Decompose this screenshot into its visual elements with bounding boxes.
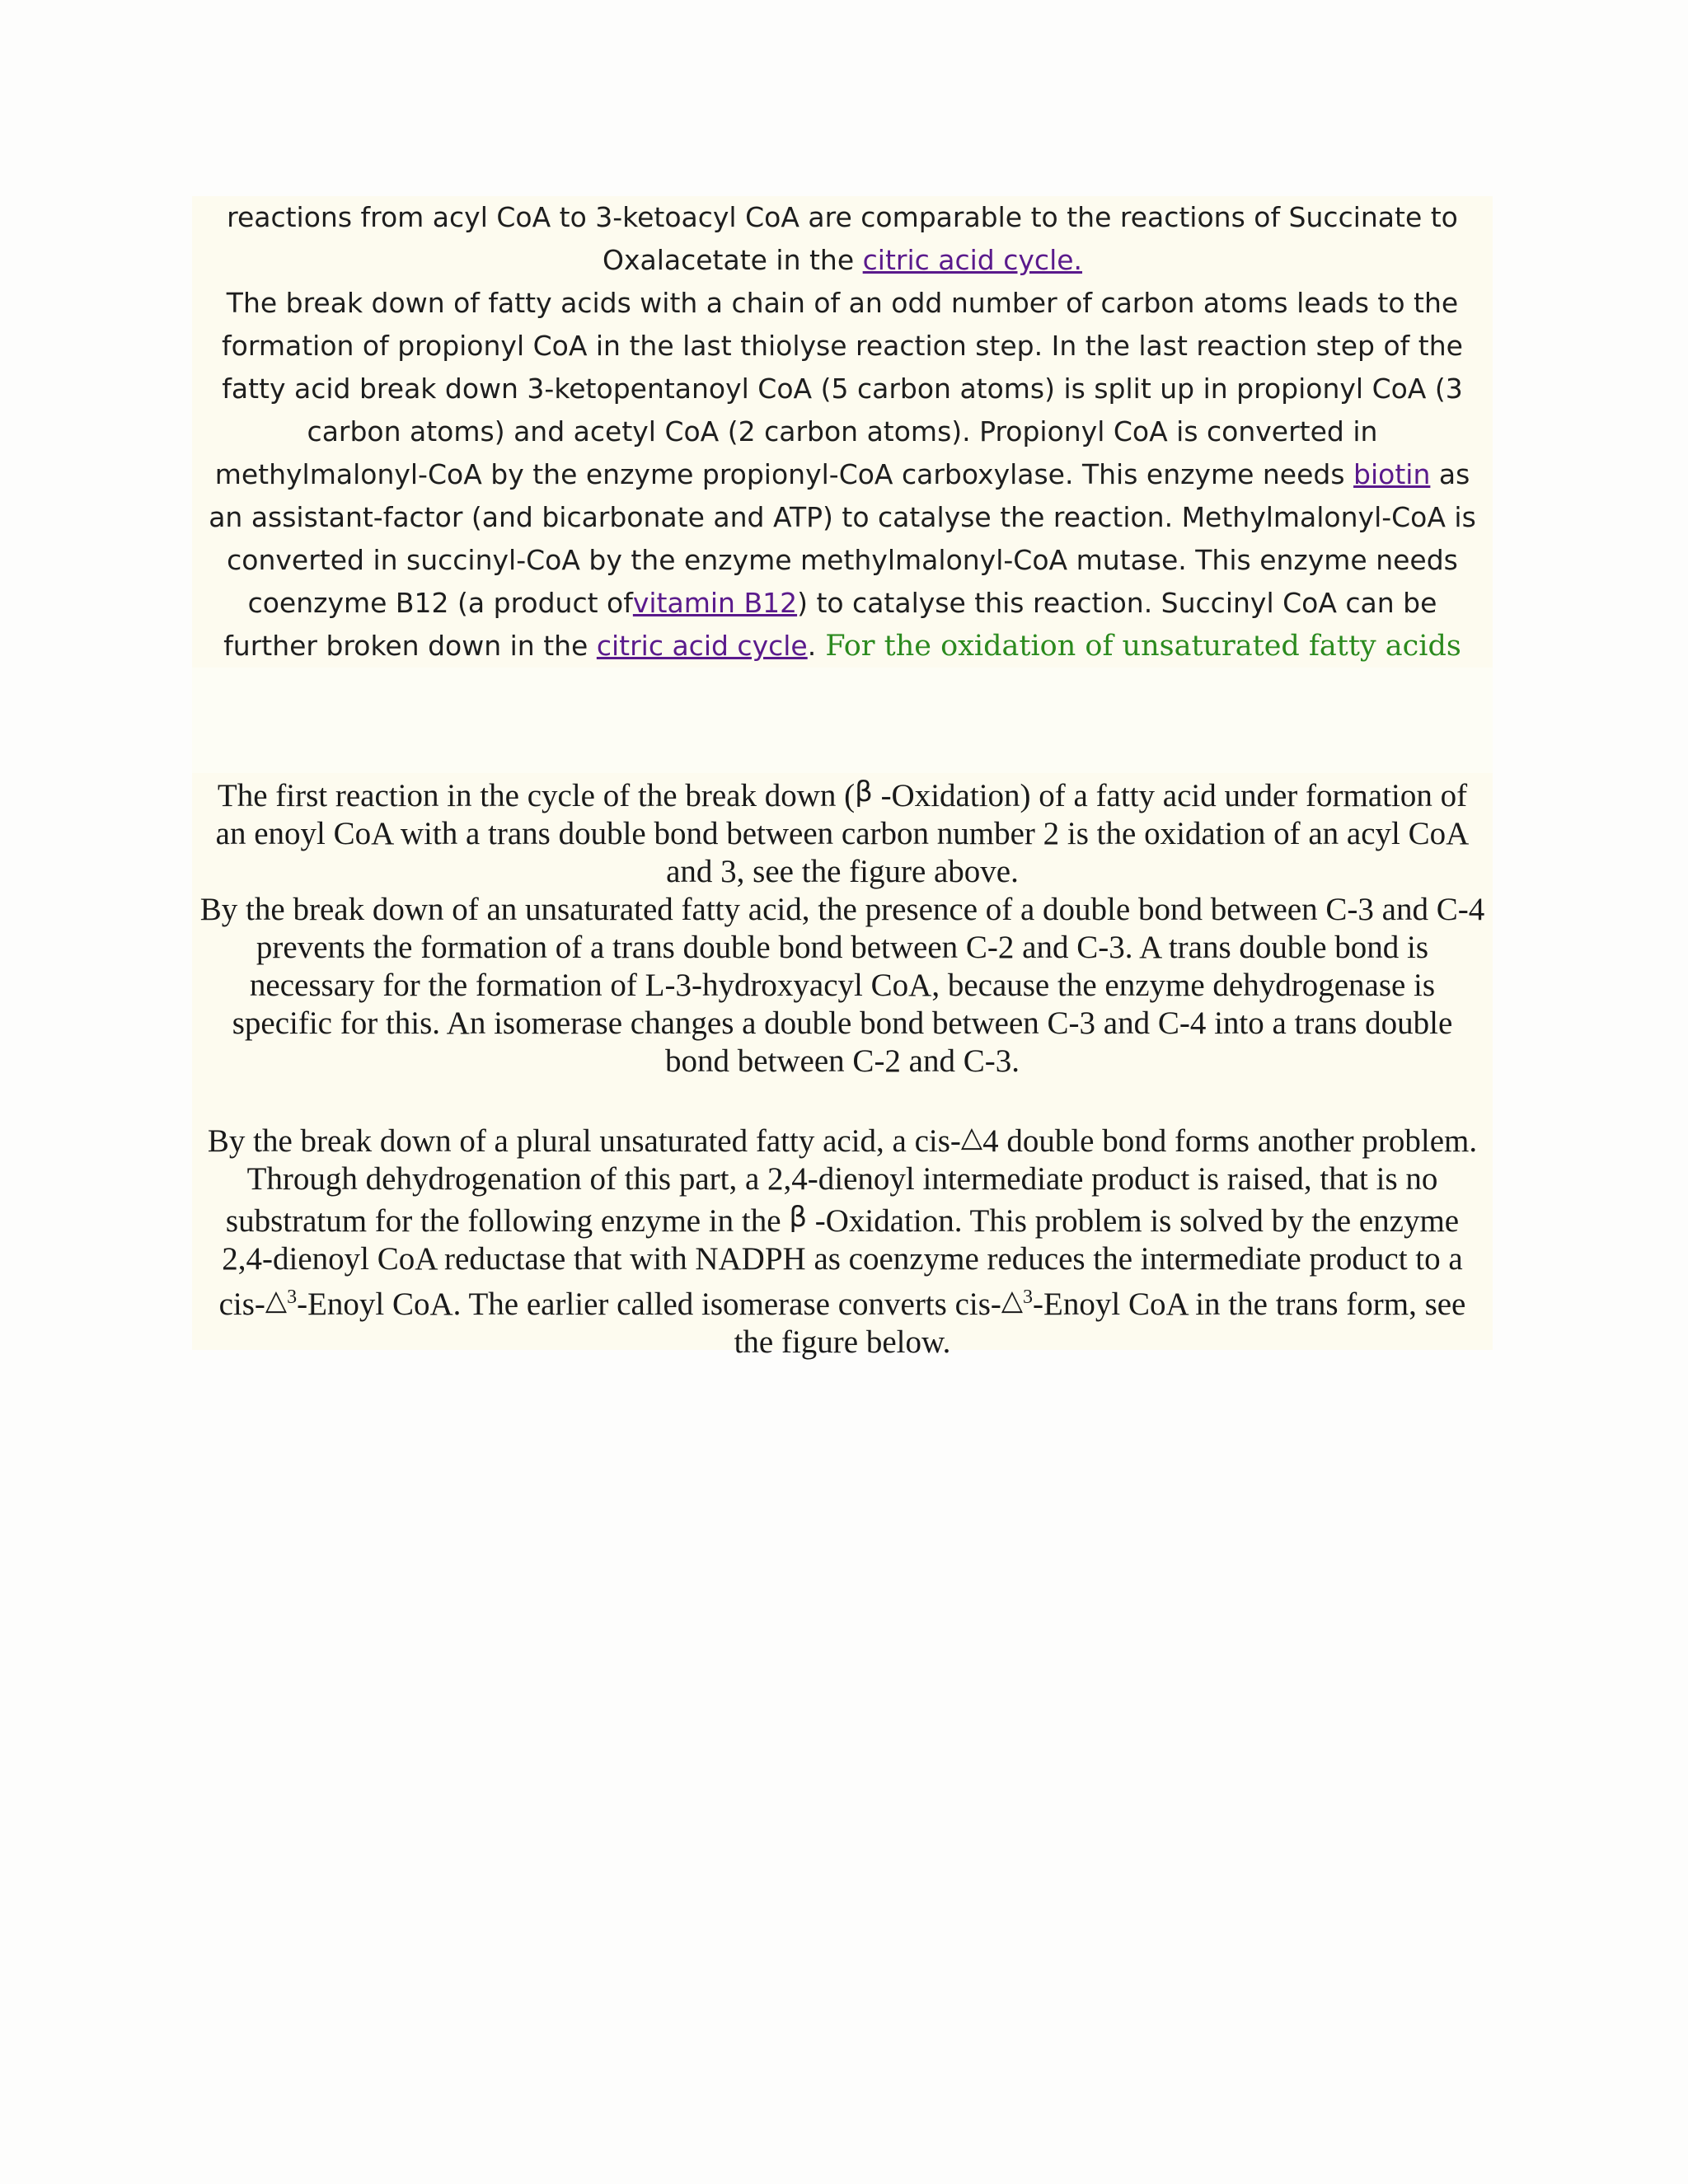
paragraph-text: By the break down of a plural unsaturated fatty acid, a cis- xyxy=(207,1123,961,1159)
spacer-band xyxy=(192,668,1493,776)
paragraph-plural-unsaturated xyxy=(199,1118,1486,1361)
unsaturated-note: For the oxidation of unsaturated fatty acids xyxy=(825,630,1461,663)
citric-acid-cycle-link[interactable]: citric acid cycle. xyxy=(862,244,1083,276)
beta-symbol-icon: β xyxy=(789,1201,808,1234)
paragraph-text: 4 double bond forms another problem. Through dehydrogenation of this part, a 2,4-dienoyl intermediate product is raised, that is no substratum for the following enzyme in the xyxy=(225,1123,1478,1239)
paragraph-text: The break down of fatty acids with a chain of an odd number of carbon atoms leads to the formation of propionyl CoA in the last thiolyse reaction step. In the last reaction step of the fatty acid break down 3-ketopentanoyl CoA (5 carbon atoms) is split up in propionyl CoA (3 carbon atoms) and acetyl CoA (2 carbon atoms). Propionyl CoA is converted in methylmalonyl-CoA by the enzyme propionyl-CoA carboxylase. This enzyme needs xyxy=(214,287,1463,490)
delta-symbol-icon: △ xyxy=(265,1284,288,1317)
paragraph-comparable-reactions xyxy=(200,196,1484,282)
section-unsaturated-fatty-acids xyxy=(192,773,1493,1360)
paragraph-text: . xyxy=(807,630,817,662)
paragraph-odd-chain-breakdown xyxy=(200,282,1484,710)
vitamin-b12-link[interactable]: vitamin B12 xyxy=(632,587,798,619)
paragraph-spacer xyxy=(199,1080,1486,1118)
delta-symbol-icon: △ xyxy=(1001,1284,1024,1317)
paragraph-text: -Enoyl CoA in the trans form, see the figure below. xyxy=(734,1286,1466,1360)
paragraph-first-reaction xyxy=(199,773,1486,891)
section-odd-chain-fatty-acids xyxy=(192,196,1493,668)
paragraph-text: The first reaction in the cycle of the break down ( xyxy=(217,778,856,813)
paragraph-text: -Enoyl CoA. The earlier called isomerase converts cis- xyxy=(297,1286,1001,1322)
paragraph-text: as an assistant-factor (and bicarbonate and ATP) to catalyse the reaction. Methylmalonyl-CoA is converted in succinyl-CoA by the enzyme methylmalonyl-CoA mutase. This enzyme needs coenzyme B12 (a product of xyxy=(209,458,1476,619)
delta-symbol-icon: △ xyxy=(960,1121,983,1154)
superscript-3: 3 xyxy=(1023,1286,1034,1308)
paragraph-text: -Oxidation) of a fatty acid under formation of an enoyl CoA with a trans double bond between carbon number 2 is the oxidation of an acyl CoA and 3, see the figure above. xyxy=(215,778,1470,889)
superscript-3: 3 xyxy=(287,1286,298,1308)
citric-acid-cycle-link-2[interactable]: citric acid cycle xyxy=(596,630,808,662)
biotin-link[interactable]: biotin xyxy=(1353,458,1431,490)
beta-symbol-icon: β xyxy=(855,776,873,808)
paragraph-text: reactions from acyl CoA to 3-ketoacyl CoA are comparable to the reactions of Succinate to Oxalacetate in the xyxy=(227,201,1458,276)
paragraph-text: ) to catalyse this reaction. Succinyl CoA can be further broken down in the xyxy=(223,587,1437,662)
paragraph-text: -Oxidation. This problem is solved by the enzyme 2,4-dienoyl CoA reductase that with NADPH as coenzyme reduces the intermediate product to a cis- xyxy=(218,1203,1463,1322)
paragraph-unsaturated-breakdown: By the break down of an unsaturated fatty acid, the presence of a double bond between C-3 and C-4 prevents the formation of a trans double bond between C-2 and C-3. A trans double bond is necessary for the formation of L-3-hydroxyacyl CoA, because the enzyme dehydrogenase is specific for this. An isomerase changes a double bond between C-3 and C-4 into a trans double bond between C-2 and C-3. xyxy=(199,892,1485,1079)
